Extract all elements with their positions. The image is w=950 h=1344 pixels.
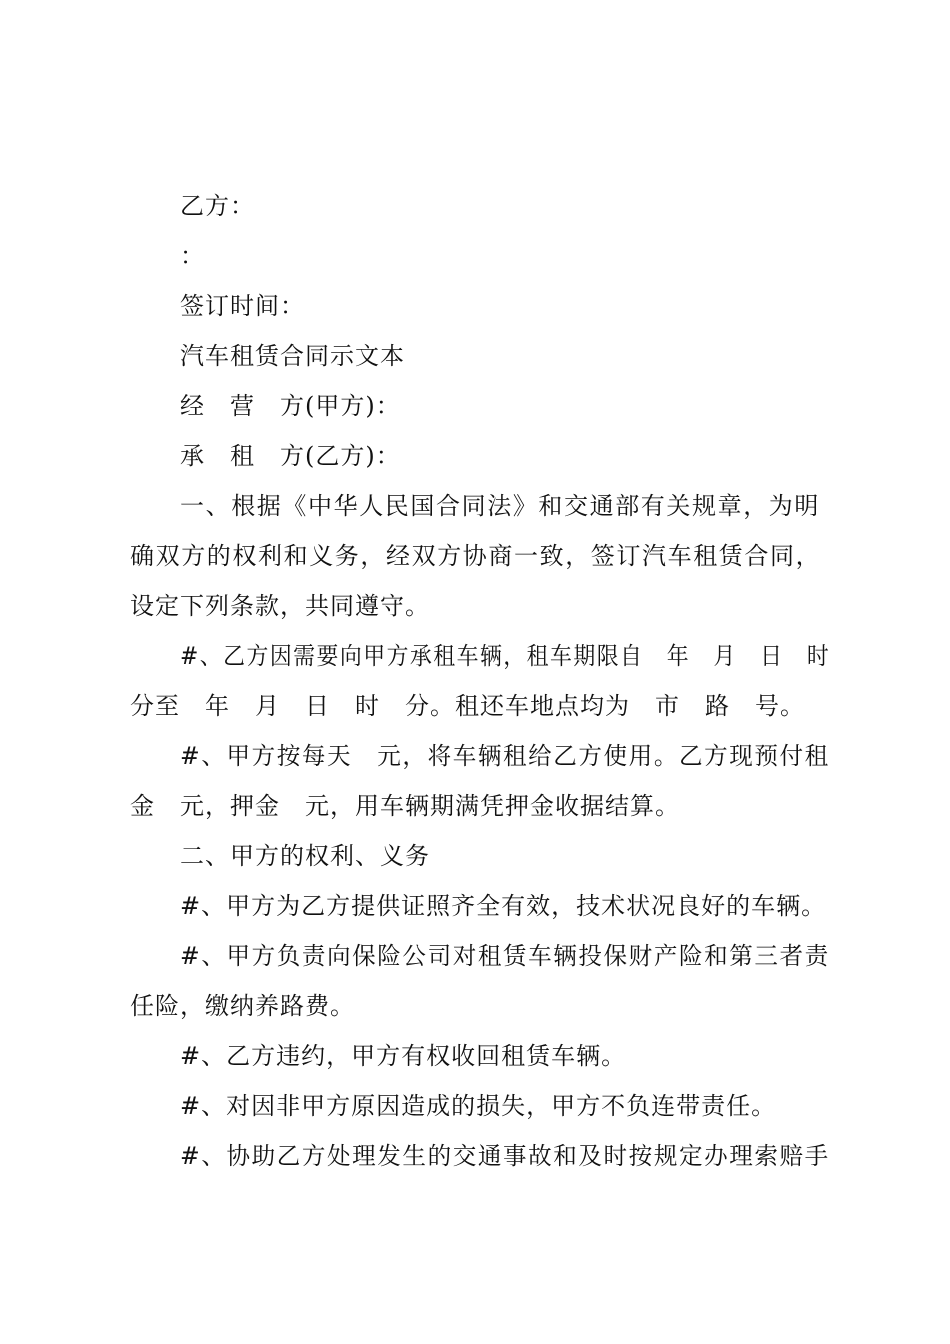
lessee-party-b-label: 承 租 方(乙方)： (180, 442, 401, 470)
blank-colon-line: ： (180, 242, 205, 270)
clause-1-line-3: 设定下列条款，共同遵守。 (130, 592, 430, 620)
section-2-heading: 二、甲方的权利、义务 (180, 842, 430, 870)
clause-2-5-line-1: #、协助乙方处理发生的交通事故和及时按规定办理索赔手 (180, 1142, 830, 1170)
clause-1-line-1: 一、根据《中华人民国合同法》和交通部有关规章，为明 (180, 492, 820, 520)
clause-1-line-2: 确双方的权利和义务，经双方协商一致，签订汽车租赁合同， (130, 542, 822, 570)
clause-2-1: #、甲方为乙方提供证照齐全有效，技术状况良好的车辆。 (180, 892, 827, 920)
clause-1-1-line-1: #、乙方因需要向甲方承租车辆，租车期限自 年 月 日 时 (180, 642, 831, 670)
operator-party-a-label: 经 营 方(甲方)： (180, 392, 401, 420)
clause-2-3: #、乙方违约，甲方有权收回租赁车辆。 (180, 1042, 627, 1070)
party-b-label: 乙方： (180, 192, 255, 220)
signing-date-label: 签订时间： (180, 292, 305, 320)
clause-2-4: #、对因非甲方原因造成的损失，甲方不负连带责任。 (180, 1092, 777, 1120)
clause-1-2-line-2: 金 元，押金 元，用车辆期满凭押金收据结算。 (130, 792, 680, 820)
contract-title: 汽车租赁合同示文本 (180, 342, 405, 370)
clause-1-1-line-2: 分至 年 月 日 时 分。租还车地点均为 市 路 号。 (130, 692, 805, 720)
clause-1-2-line-1: #、甲方按每天 元，将车辆租给乙方使用。乙方现预付租 (180, 742, 830, 770)
clause-2-2-line-1: #、甲方负责向保险公司对租赁车辆投保财产险和第三者责 (180, 942, 830, 970)
clause-2-2-line-2: 任险，缴纳养路费。 (130, 992, 355, 1020)
